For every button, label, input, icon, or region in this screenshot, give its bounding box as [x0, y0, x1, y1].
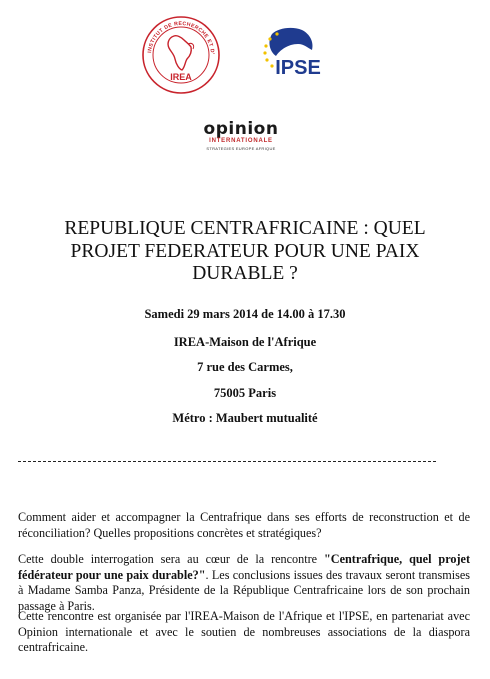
irea-ring-text: INSTITUT DE RECHERCHE ET D': [147, 20, 216, 55]
paragraph-questions: Comment aider et accompagner la Centrafrique dans ses efforts de reconstruction et de réconciliation? Quelles propositions concrètes et stratégiques?: [18, 510, 470, 540]
event-street: 7 rue des Carmes,: [197, 360, 293, 374]
opinion-logo-tagline: STRATEGIES EUROPE AFRIQUE: [206, 146, 276, 151]
event-venue: IREA-Maison de l'Afrique: [173, 335, 317, 349]
opinion-logo-word: opinion: [203, 119, 279, 139]
dashed-separator: [18, 461, 436, 462]
irea-logo-text: IREA: [170, 72, 192, 82]
opinion-logo-sub: INTERNATIONALE: [209, 138, 273, 144]
event-date: Samedi 29 mars 2014 de 14.00 à 17.30: [144, 307, 346, 321]
irea-logo: [140, 14, 222, 96]
paragraph-conference: [18, 552, 470, 614]
ipse-logo: [258, 24, 326, 84]
paragraph-conference-rest: . Les conclusions issues des travaux seront transmises à Madame Samba Panza, Présidente de la République Centrafricaine lors de son prochain passage à Paris.: [18, 567, 470, 613]
ipse-logo-text: IPSE: [275, 57, 321, 79]
svg-text:INSTITUT DE RECHERCHE ET D'ETU: [140, 14, 215, 55]
conference-name: "Centrafrique, quel projet fédérateur pour une paix durable?": [18, 552, 470, 582]
document-title: REPUBLIQUE CENTRAFRICAINE : QUEL PROJET FEDERATEUR POUR UNE PAIX DURABLE ?: [64, 218, 426, 284]
paragraph-organizers: Cette rencontre est organisée par l'IREA-Maison de l'Afrique et l'IPSE, en partenariat avec Opinion internationale et avec le soutien de nombreuses associations de la diaspora centrafricaine.: [18, 609, 470, 654]
event-city: 75005 Paris: [213, 386, 277, 400]
opinion-internationale-logo: [196, 120, 286, 158]
event-metro: Métro : Maubert mutualité: [172, 411, 318, 425]
paragraph-conference-intro: Cette double interrogation sera au cœur de la rencontre: [18, 552, 325, 566]
